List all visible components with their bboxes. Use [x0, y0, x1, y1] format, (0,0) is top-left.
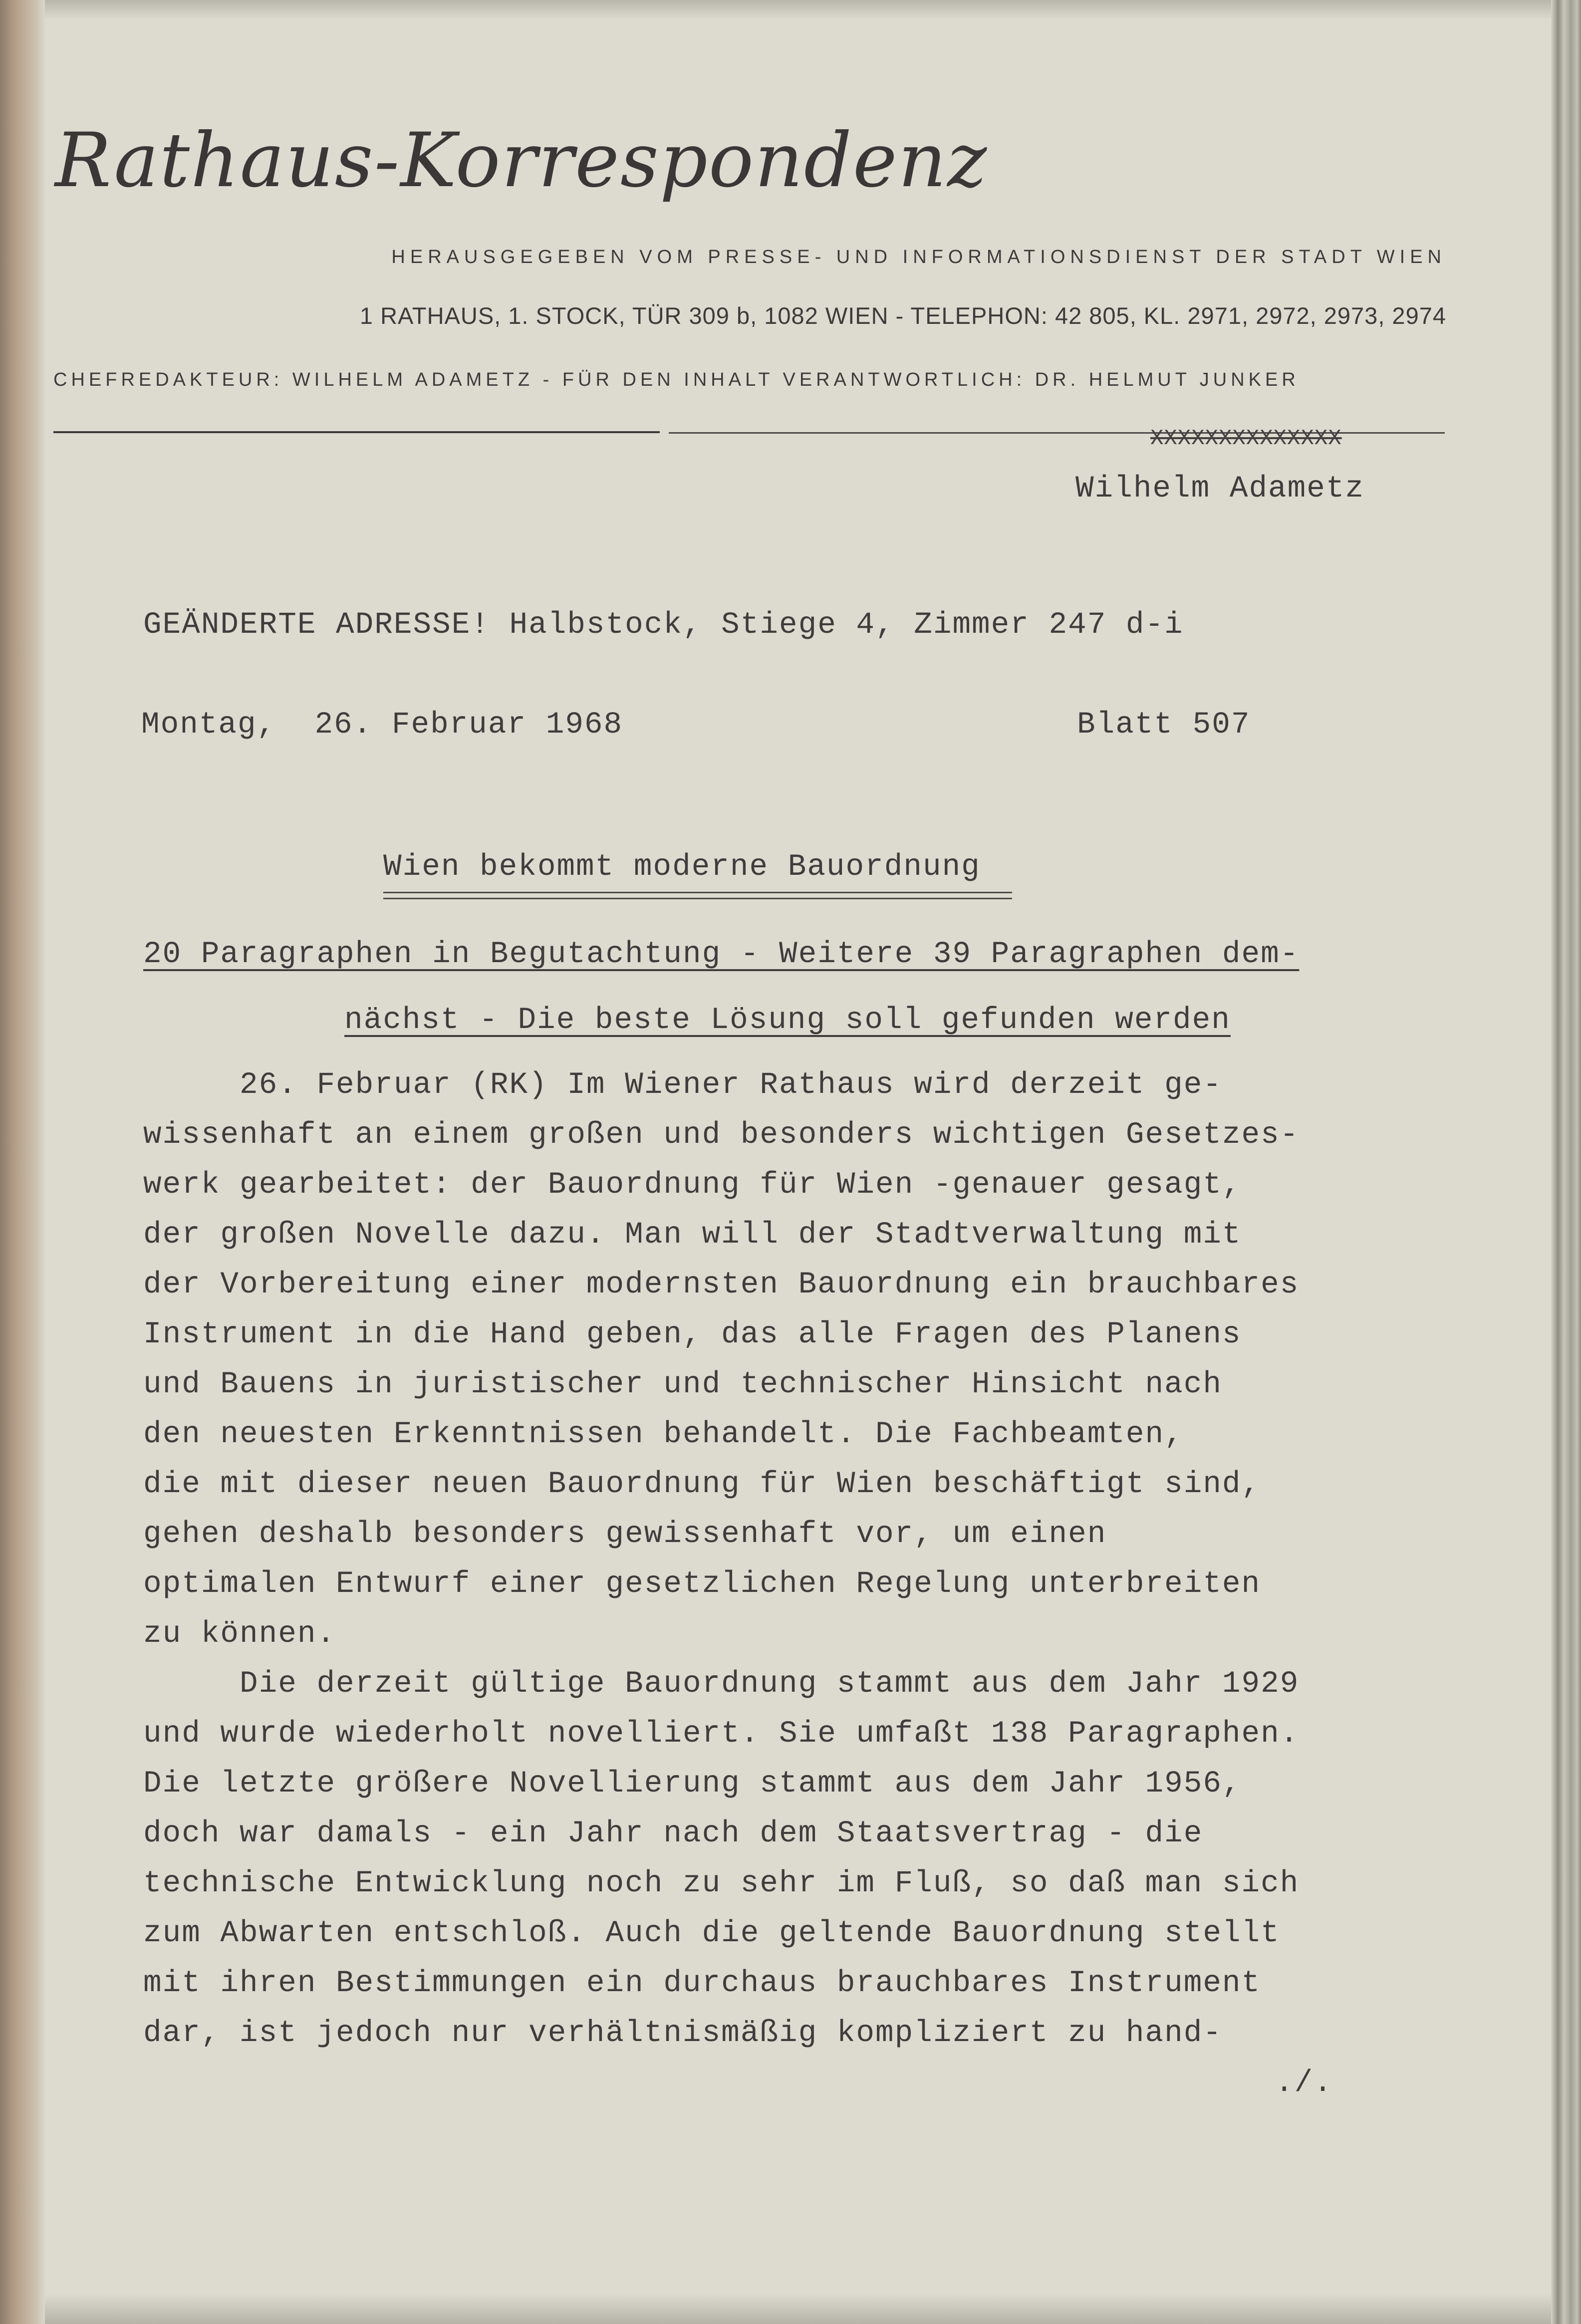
body-line: werk gearbeitet: der Bauordnung für Wien -genauer gesagt, [143, 1168, 1242, 1202]
continuation-mark: ./. [1275, 2066, 1333, 2100]
correction-name: Wilhelm Adametz [1075, 472, 1365, 506]
body-line: dar, ist jedoch nur verhältnismäßig kompliziert zu hand- [143, 2016, 1222, 2051]
page-stack-edge [1551, 0, 1581, 2324]
date-line: Montag, 26. Februar 1968 [141, 708, 623, 742]
body-line: und Bauens in juristischer und technischer Hinsicht nach [143, 1367, 1222, 1402]
body-line: zu können. [143, 1617, 336, 1651]
header-rule-left [53, 431, 660, 433]
body-line: die mit dieser neuen Bauordnung für Wien beschäftigt sind, [143, 1467, 1261, 1502]
sheet-number: Blatt 507 [1077, 708, 1251, 742]
body-line: mit ihren Bestimmungen ein durchaus brauchbares Instrument [143, 1966, 1261, 2001]
body-line: wissenhaft an einem großen und besonders wichtigen Gesetzes- [143, 1118, 1300, 1152]
struck-out-text: XXXXXXXXXXXXXX [1150, 426, 1342, 451]
address-line: 1 RATHAUS, 1. STOCK, TÜR 309 b, 1082 WIEN - TELEPHON: 42 805, KL. 2971, 2972, 2973, 2974 [359, 302, 1446, 329]
body-line: der großen Novelle dazu. Man will der Stadtverwaltung mit [143, 1218, 1242, 1252]
editors-line: CHEFREDAKTEUR: WILHELM ADAMETZ - FÜR DEN INHALT VERANTWORTLICH: DR. HELMUT JUNKER [53, 369, 1300, 390]
publisher-line: HERAUSGEGEBEN VOM PRESSE- UND INFORMATIONSDIENST DER STADT WIEN [391, 247, 1446, 267]
body-line: doch war damals - ein Jahr nach dem Staatsvertrag - die [143, 1816, 1203, 1851]
body-line: Die derzeit gültige Bauordnung stammt aus dem Jahr 1929 [143, 1667, 1300, 1701]
body-line: Die letzte größere Novellierung stammt aus dem Jahr 1956, [143, 1767, 1242, 1801]
body-line: zum Abwarten entschloß. Auch die geltende Bauordnung stellt [143, 1916, 1280, 1951]
headline-double-underline [383, 892, 1012, 899]
headline: Wien bekommt moderne Bauordnung [383, 850, 981, 884]
address-change-notice: GEÄNDERTE ADRESSE! Halbstock, Stiege 4, Zimmer 247 d-i [143, 608, 1184, 642]
body-line: technische Entwicklung noch zu sehr im Fluß, so daß man sich [143, 1866, 1300, 1901]
subheadline-line-2: nächst - Die beste Lösung soll gefunden werden [344, 1003, 1231, 1037]
masthead-title: Rathaus-Korrespondenz [55, 117, 988, 204]
body-line: der Vorbereitung einer modernsten Bauordnung ein brauchbares [143, 1268, 1300, 1302]
body-line: den neuesten Erkenntnissen behandelt. Die Fachbeamten, [143, 1417, 1184, 1452]
subheadline-line-1: 20 Paragraphen in Begutachtung - Weitere 39 Paragraphen dem- [143, 937, 1300, 972]
body-line: 26. Februar (RK) Im Wiener Rathaus wird derzeit ge- [143, 1068, 1222, 1102]
body-line: optimalen Entwurf einer gesetzlichen Regelung unterbreiten [143, 1567, 1261, 1601]
body-line: gehen deshalb besonders gewissenhaft vor, um einen [143, 1517, 1107, 1551]
body-line: Instrument in die Hand geben, das alle Fragen des Planens [143, 1317, 1242, 1352]
binding-edge [0, 0, 45, 2324]
body-line: und wurde wiederholt novelliert. Sie umfaßt 138 Paragraphen. [143, 1717, 1300, 1751]
